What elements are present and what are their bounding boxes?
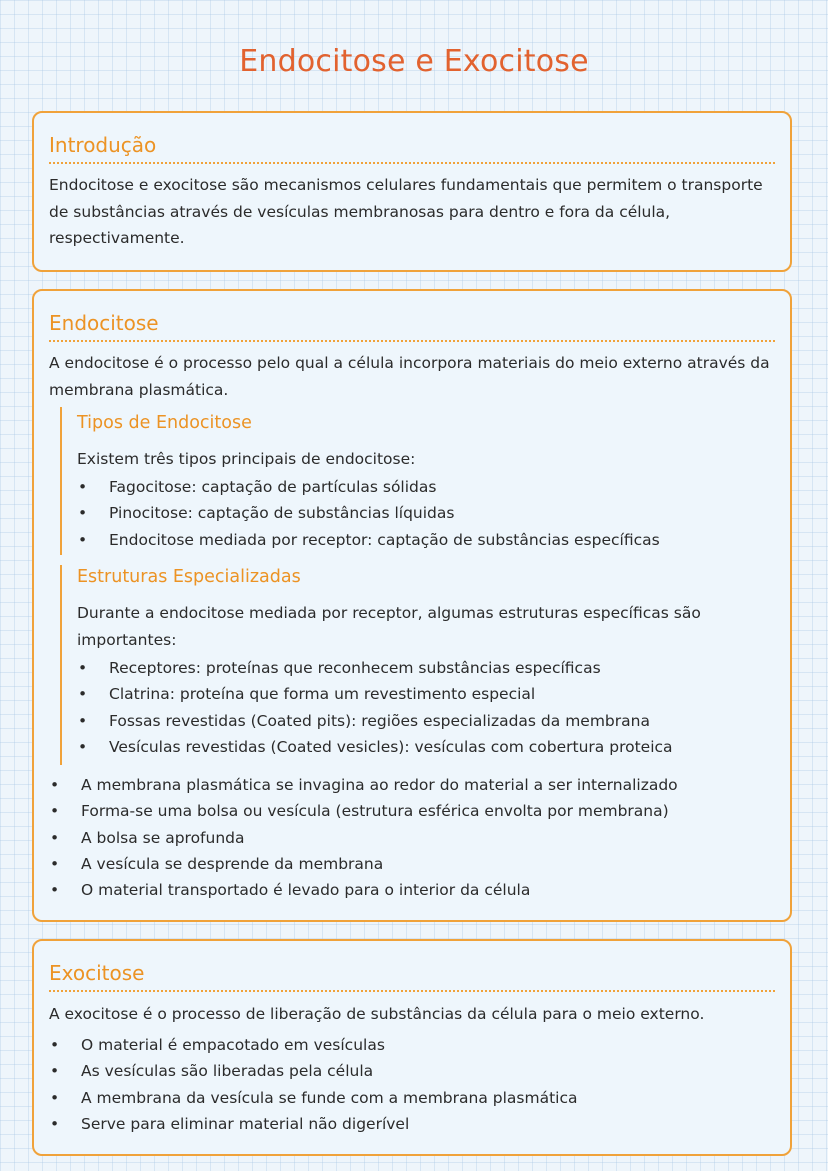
exocytosis-list xyxy=(49,1032,577,1137)
list-item: • A vesícula se desprende da membrana xyxy=(49,851,678,877)
endocytosis-types-section xyxy=(60,407,762,555)
list-item: • As vesículas são liberadas pela célula xyxy=(49,1058,577,1084)
list-item: • Serve para eliminar material não digerível xyxy=(49,1111,577,1137)
intro-card xyxy=(32,111,792,272)
list-item: • A bolsa se aprofunda xyxy=(49,825,678,851)
exocytosis-card xyxy=(32,939,792,1156)
list-item: • Forma-se uma bolsa ou vesícula (estrutura esférica envolta por membrana) xyxy=(49,798,678,824)
endocytosis-steps-list xyxy=(49,772,678,903)
intro-text: Endocitose e exocitose são mecanismos celulares fundamentais que permitem o transporte de substâncias através de vesículas membranosas para dentro e fora da célula, respectivamente. xyxy=(49,176,763,247)
endocytosis-types-heading: Tipos de Endocitose xyxy=(77,413,252,433)
list-item: • A membrana da vesícula se funde com a membrana plasmática xyxy=(49,1085,577,1111)
list-item: • O material transportado é levado para o interior da célula xyxy=(49,877,678,903)
list-item: • Receptores: proteínas que reconhecem substâncias específicas xyxy=(77,655,673,681)
exocytosis-text: A exocitose é o processo de liberação de substâncias da célula para o meio externo. xyxy=(49,1005,705,1023)
structures-text: Durante a endocitose mediada por receptor, algumas estruturas específicas são importantes: xyxy=(77,604,701,649)
page-title: Endocitose e Exocitose xyxy=(239,44,589,79)
list-item: • Fagocitose: captação de partículas sólidas xyxy=(77,474,660,500)
list-item: • O material é empacotado em vesículas xyxy=(49,1032,577,1058)
list-item: • Vesículas revestidas (Coated vesicles): vesículas com cobertura proteica xyxy=(77,734,673,760)
structures-list xyxy=(77,655,673,760)
endocytosis-card xyxy=(32,289,792,922)
list-item: • Pinocitose: captação de substâncias líquidas xyxy=(77,500,660,526)
endocytosis-types-text: Existem três tipos principais de endocitose: xyxy=(77,450,416,468)
list-item: • Clatrina: proteína que forma um revestimento especial xyxy=(77,681,673,707)
structures-heading: Estruturas Especializadas xyxy=(77,567,301,587)
intro-heading: Introdução xyxy=(49,133,775,164)
endocytosis-text: A endocitose é o processo pelo qual a célula incorpora materiais do meio externo através da membrana plasmática. xyxy=(49,354,770,399)
list-item: • Fossas revestidas (Coated pits): regiões especializadas da membrana xyxy=(77,708,673,734)
endocytosis-types-list xyxy=(77,474,660,553)
endocytosis-heading: Endocitose xyxy=(49,311,775,342)
structures-section xyxy=(60,565,762,765)
list-item: • Endocitose mediada por receptor: captação de substâncias específicas xyxy=(77,527,660,553)
list-item: • A membrana plasmática se invagina ao redor do material a ser internalizado xyxy=(49,772,678,798)
exocytosis-heading: Exocitose xyxy=(49,961,775,992)
